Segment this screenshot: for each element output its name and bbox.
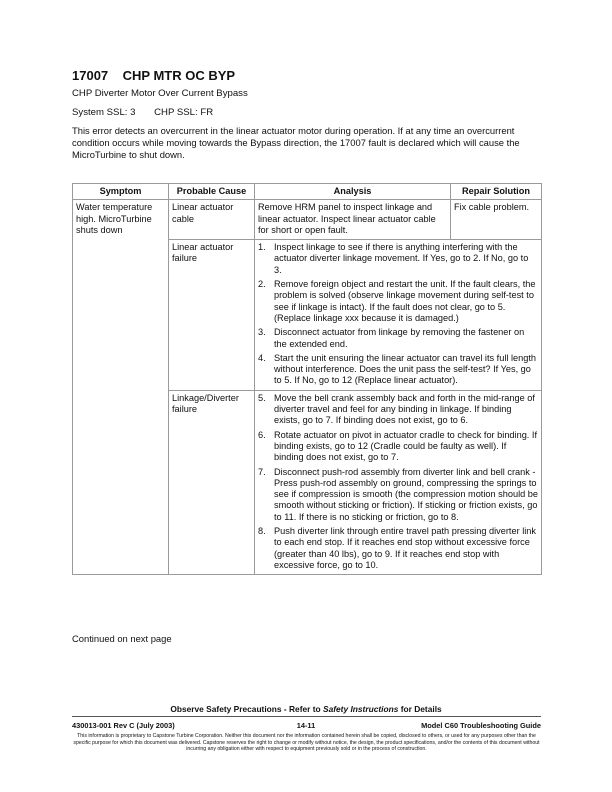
analysis-step <box>258 279 538 324</box>
header-repair-solution: Repair Solution <box>451 184 542 200</box>
step-number: 4. <box>258 352 266 363</box>
footer-divider <box>72 716 541 717</box>
step-text: Move the bell crank assembly back and forth in the mid-range of diverter travel and feel for any binding in linkage. If binding exists, go to 7. If binding does not exist, go to 6. <box>274 392 535 426</box>
step-text: Disconnect actuator from linkage by removing the fastener on the extended end. <box>274 327 525 349</box>
fault-name: CHP MTR OC BYP <box>122 68 236 83</box>
safety-suffix: for Details <box>398 704 442 714</box>
step-text: Rotate actuator on pivot in actuator cradle to check for binding. If binding exists, go to 12 (Cradle could be faulty as well). If binding does not exist, go to 7. <box>274 429 538 463</box>
analysis-cell: Remove HRM panel to inspect linkage and linear actuator. Inspect linear actuator cable for short or open fault. <box>255 200 451 240</box>
safety-prefix: Observe Safety Precautions - Refer to <box>170 704 323 714</box>
analysis-step <box>258 327 538 350</box>
step-number: 3. <box>258 327 266 338</box>
analysis-step <box>258 353 538 387</box>
solution-cell: Fix cable problem. <box>451 200 542 240</box>
fault-code: 17007 <box>72 68 109 83</box>
analysis-step <box>258 526 538 571</box>
page-title <box>72 68 235 83</box>
step-number: 8. <box>258 526 266 537</box>
step-text: Disconnect push-rod assembly from diverter link and bell crank - Press push-rod assembly on ground, compressing the springs to see if compression is smooth (the compression motion should be smooth without sticking or friction). If sticking or friction exists, go to 11. If there is no sticking or friction, go to 8. <box>274 466 539 522</box>
analysis-steps <box>258 242 538 387</box>
analysis-steps-cell <box>255 240 542 391</box>
analysis-step <box>258 430 538 464</box>
chp-ssl: CHP SSL: FR <box>154 107 214 118</box>
header-probable-cause: Probable Cause <box>169 184 255 200</box>
analysis-steps-cell <box>255 390 542 574</box>
guide-title: Model C60 Troubleshooting Guide <box>421 721 541 730</box>
step-text: Inspect linkage to see if there is anything interfering with the actuator diverter linkage movement. If Yes, go to 2. If No, go to 3. <box>274 242 529 275</box>
table-row <box>73 200 542 240</box>
troubleshooting-table <box>72 183 542 575</box>
fault-subtitle: CHP Diverter Motor Over Current Bypass <box>72 88 248 99</box>
system-ssl: System SSL: 3 <box>72 107 136 118</box>
symptom-cell: Water temperature high. MicroTurbine shuts down <box>73 200 169 575</box>
analysis-steps <box>258 393 538 571</box>
step-number: 2. <box>258 279 266 290</box>
page-number: 14-11 <box>296 721 316 730</box>
step-number: 1. <box>258 242 266 253</box>
ssl-line <box>72 107 213 118</box>
analysis-step <box>258 242 538 276</box>
analysis-step <box>258 467 538 523</box>
safety-instructions-ref: Safety Instructions <box>322 704 399 714</box>
step-text: Start the unit ensuring the linear actuator can travel its full length without interference. Does the unit pass the self-test? If Yes, go to 5. If No, go to 12 (Replace linear actuator). <box>274 352 536 386</box>
cause-cell: Linkage/Diverter failure <box>169 390 255 574</box>
header-analysis: Analysis <box>255 184 451 200</box>
continued-note: Continued on next page <box>72 633 172 644</box>
step-text: Push diverter link through entire travel path pressing diverter link to each end stop. If it reaches end stop without excessive force (greater than 40 lbs), go to 9. If it reaches end stop with excessive force, go to 10. <box>274 526 536 570</box>
cause-cell: Linear actuator failure <box>169 240 255 391</box>
safety-notice <box>0 704 612 714</box>
document-number: 430013-001 Rev C (July 2003) <box>72 721 175 730</box>
proprietary-disclaimer: This information is proprietary to Capstone Turbine Corporation. Neither this document nor the information contained herein shall be copied, disclosed to others, or used for any purposes other than the specific purpose for which this document was delivered. Capstone reserves the right to change or modify without notice, the design, the product specifications, and/or the contents of this document without incurring any obligation either with respect to equipment previously sold or in the process of construction. <box>73 733 540 753</box>
fault-description: This error detects an overcurrent in the linear actuator motor during operation. If at any time an overcurrent condition occurs while moving towards the Bypass direction, the 17007 fault is declared which will cause the MicroTurbine to shut down. <box>72 125 520 160</box>
analysis-step <box>258 393 538 427</box>
table-header-row <box>73 184 542 200</box>
step-number: 5. <box>258 392 266 403</box>
step-number: 7. <box>258 466 266 477</box>
step-number: 6. <box>258 429 266 440</box>
cause-cell: Linear actuator cable <box>169 200 255 240</box>
header-symptom: Symptom <box>73 184 169 200</box>
step-text: Remove foreign object and restart the unit. If the fault clears, the problem is solved (observe linkage movement during self-test to see if linkage is intact). If the fault does not clear, go to 5. (Replace linkage xxx because it is damaged.) <box>274 279 536 323</box>
